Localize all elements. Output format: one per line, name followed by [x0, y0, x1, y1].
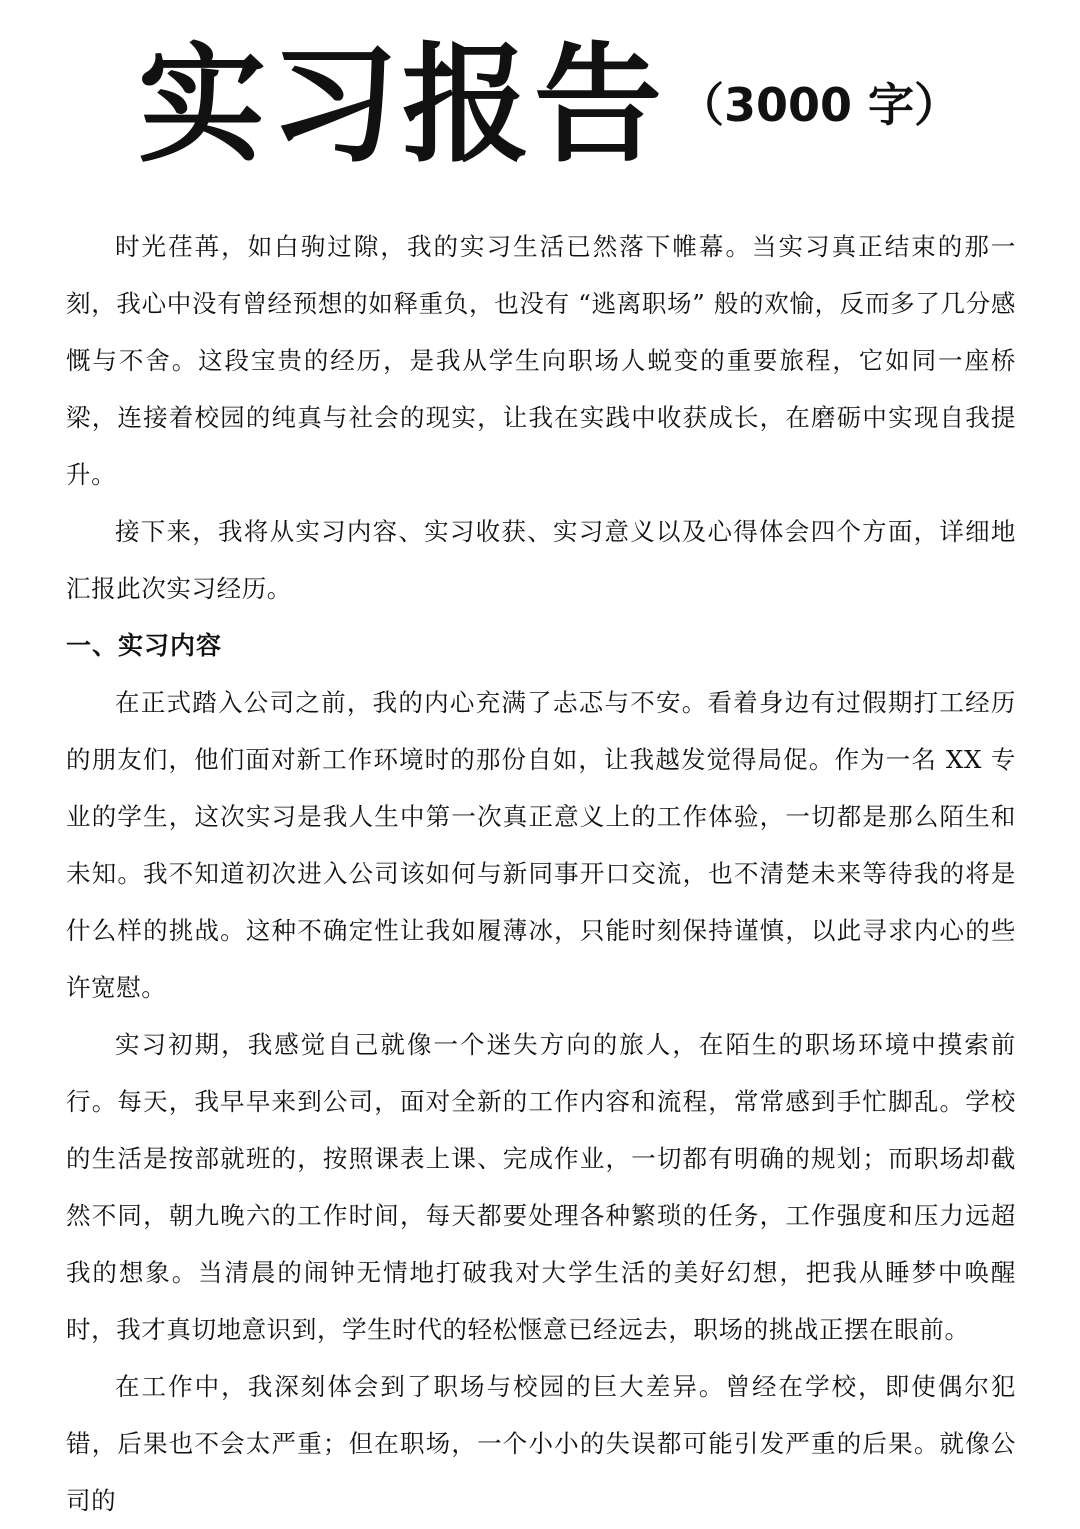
section-1-paragraph-3: 在工作中，我深刻体会到了职场与校园的巨大差异。曾经在学校，即使偶尔犯错，后果也不会太严重；但在职场，一个小小的失误都可能引发严重的后果。就像公司的 [66, 1372, 1016, 1515]
intro-paragraph-2: 接下来，我将从实习内容、实习收获、实习意义以及心得体会四个方面，详细地汇报此次实习经历。 [66, 517, 1016, 603]
section-1-paragraph-1: 在正式踏入公司之前，我的内心充满了忐忑与不安。看着身边有过假期打工经历的朋友们，他们面对新工作环境时的那份自如，让我越发觉得局促。作为一名 XX 专业的学生，这次实习是我人生中第一次真正意义上的工作体验，一切都是那么陌生和未知。我不知道初次进入公司该如何与新同事开口交流，也不清楚未来等待我的将是什么样的挑战。这种不确定性让我如履薄冰，只能时刻保持谨慎，以此寻求内心的些许宽慰。 [66, 688, 1016, 1002]
title-main: 实习报告 [138, 30, 667, 180]
section-1-paragraph-2: 实习初期，我感觉自己就像一个迷失方向的旅人，在陌生的职场环境中摸索前行。每天，我早早来到公司，面对全新的工作内容和流程，常常感到手忙脚乱。学校的生活是按部就班的，按照课表上课、完成作业，一切都有明确的规划；而职场却截然不同，朝九晚六的工作时间，每天都要处理各种繁琐的任务，工作强度和压力远超我的想象。当清晨的闹钟无情地打破我对大学生活的美好幻想，把我从睡梦中唤醒时，我才真切地意识到，学生时代的轻松惬意已经远去，职场的挑战正摆在眼前。 [66, 1030, 1016, 1344]
document-title [138, 30, 960, 180]
section-heading-internship-content: 一、实习内容 [66, 631, 223, 660]
document-body [66, 218, 1016, 1529]
title-word-count: （3000 字） [678, 78, 961, 132]
intro-paragraph-1: 时光荏苒，如白驹过隙，我的实习生活已然落下帷幕。当实习真正结束的那一刻，我心中没有曾经预想的如释重负，也没有 “逃离职场” 般的欢愉，反而多了几分感慨与不舍。这段宝贵的经历，是我从学生向职场人蜕变的重要旅程，它如同一座桥梁，连接着校园的纯真与社会的现实，让我在实践中收获成长，在磨砺中实现自我提升。 [66, 232, 1016, 489]
